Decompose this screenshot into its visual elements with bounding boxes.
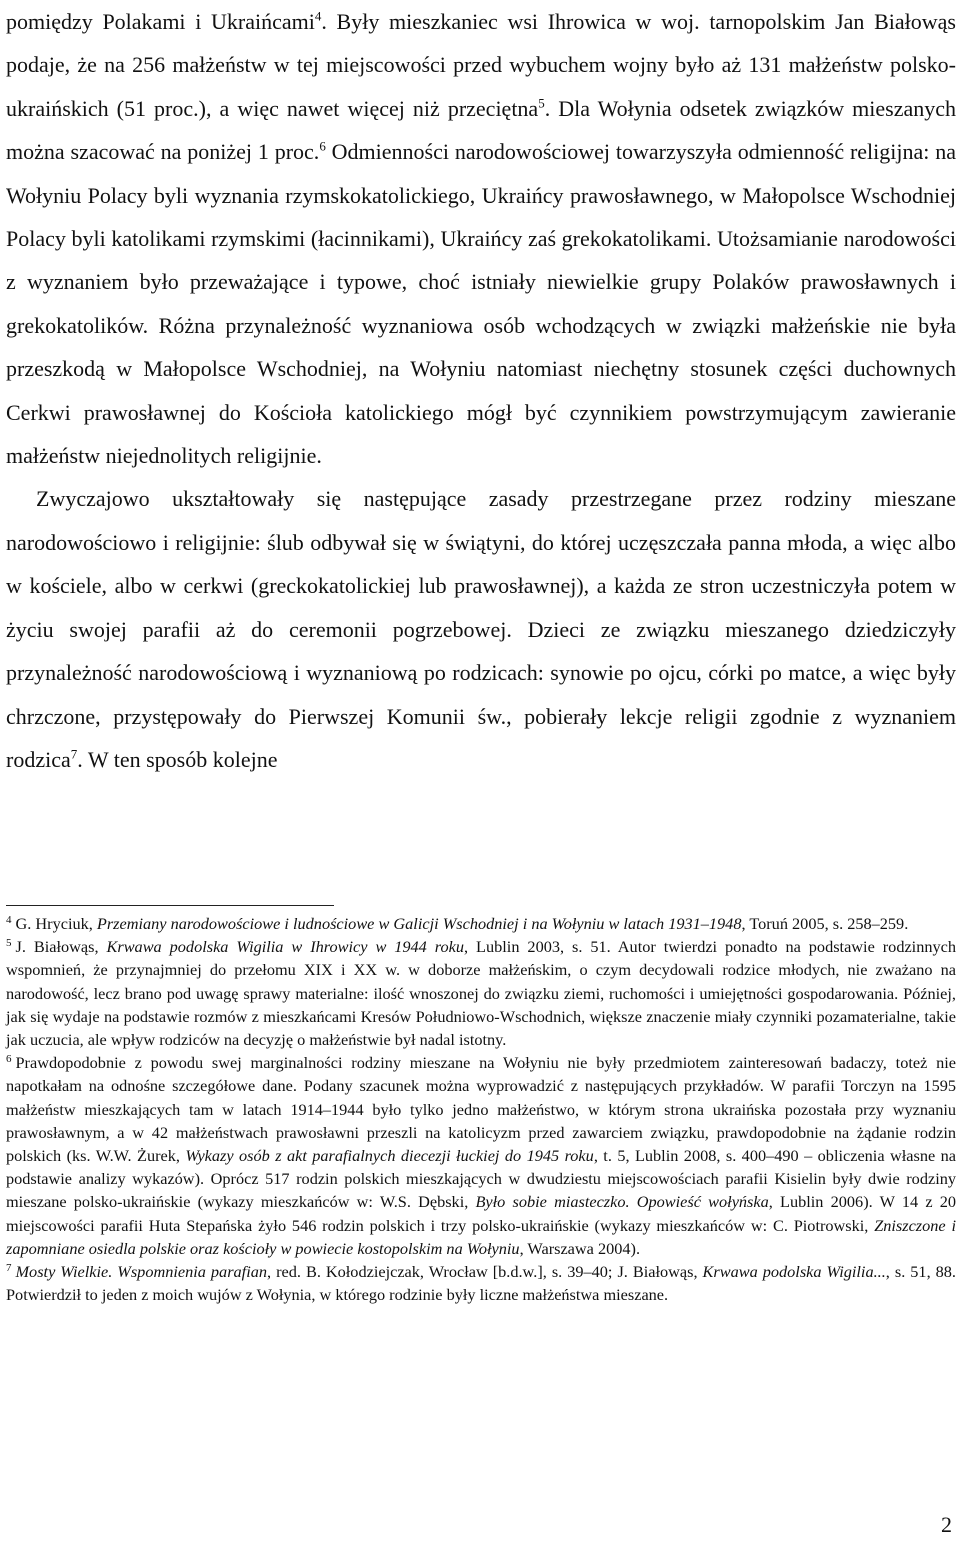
- page-number: 2: [941, 1512, 952, 1537]
- footnote-ref-4[interactable]: 4: [314, 8, 322, 24]
- footnote-4: $^4$ G. Hryciuk, Przemiany narodowościowe i ludnościowe w Galicji Wschodniej i na Wołyniu w latach 1931–1948, Toruń 2005, s. 258–259.: [6, 913, 909, 933]
- footnote-6: $^6$ Prawdopodobnie z powodu swej marginalności rodziny mieszane na Wołyniu nie były przedmiotem zainteresowań badaczy, toteż nie napotkałam na odnośne szczegółowe dane. Podany szacunek można wyprowadzić z następujących przykładów. W parafii Torczyn na 1595 małżeństw mieszkających tam w latach 1914–1944 było tylko jedno małżeństwo, w którym strona ukraińska pozostała przy wyznaniu prawosławnym, a w 42 małżeństwach prawosławni przeszli na katolicyzm przed zawarciem związku, prawdopodobnie na żądanie rodzin polskich (ks. W.W. Żurek, Wykazy osób z akt parafialnych diecezji łuckiej do 1945 roku, t. 5, Lublin 2008, s. 400–490 – obliczenia własne na podstawie analizy wykazów). Oprócz 517 rodzin polskich mieszkających w dwudziestu miejscowościach parafii Kisielin były dwie rodziny mieszane polsko-ukraińskie (wykazy mieszkańców w: W.S. Dębski, Było sobie miasteczko. Opowieść wołyńska, Lublin 2006). W 14 z 20 miejscowości parafii Huta Stepańska żyło 546 rodzin polskich i trzy polsko-ukraińskie (wykazy mieszkańców w: C. Piotrowski, Zniszczone i zapomniane osiedla polskie oraz kościoły w powiecie kostopolskim na Wołyniu, Warszawa 2004).: [6, 1052, 957, 1258]
- paragraph-1: pomiędzy Polakami i Ukraińcami$^4$. Były mieszkaniec wsi Ihrowica w woj. tarnopolskim Jan Białowąs podaje, że na 256 małżeństw w tej miejscowości przed wybuchem wojny było aż 131 małżeństw polsko-ukraińskich (51 proc.), a więc nawet więcej niż przeciętna$^5$. Dla Wołynia odsetek związków mieszanych można szacować na poniżej 1 proc.$^6$ Odmienności narodowościowej towarzyszyła odmienność religijna: na Wołyniu Polacy byli wyznania rzymskokatolickiego, Ukraińcy prawosławnego, w Małopolsce Wschodniej Polacy byli katolikami rzymskimi (łacinnikami), Ukraińcy zaś grekokatolikami. Utożsamianie narodowości z wyznaniem było przeważające i typowe, choć istniały niewielkie grupy Polaków prawosławnych i grekokatolików. Różna przynależność wyznaniowa osób wchodzących w związki małżeńskie nie była przeszkodą w Małopolsce Wschodniej, na Wołyniu natomiast niechętny stosunek części duchownych Cerkwi prawosławnej do Kościoła katolickiego mógł być czynnikiem powstrzymującym zawieranie małżeństw niejednolitych religijnie.: [6, 8, 956, 469]
- footnote-separator: [6, 905, 334, 906]
- footnote-7: $^7$ Mosty Wielkie. Wspomnienia parafian, red. B. Kołodziejczak, Wrocław [b.d.w.], s. 39–40; J. Białowąs, Krwawa podolska Wigilia..., s. 51, 88. Potwierdził to jeden z moich wujów z Wołynia, w którego rodzinie były liczne małżeństwa mieszane.: [6, 1261, 956, 1305]
- footnote-ref-7[interactable]: 7: [70, 746, 78, 762]
- footnote-ref-6[interactable]: 6: [319, 138, 326, 154]
- paragraph-2: Zwyczajowo ukształtowały się następujące zasady przestrzegane przez rodziny mieszane narodowościowo i religijnie: ślub odbywał się w świątyni, do której uczęszczała panna młoda, a więc albo w kościele, albo w cerkwi (greckokatolickiej lub prawosławnej), a każda ze stron uczestniczyła potem w życiu swojej parafii aż do ceremonii pogrzebowej. Dzieci ze związku mieszanego dziedziczyły przynależność narodowościową i wyznaniową po rodzicach: synowie po ojcu, córki po matce, a więc były chrzczone, przystępowały do Pierwszej Komunii św., pobierały lekcje religii zgodnie z wyznaniem rodzica$^7$. W ten sposób kolejne: [6, 486, 956, 772]
- footnote-ref-5[interactable]: 5: [538, 95, 545, 111]
- footnote-5: $^5$ J. Białowąs, Krwawa podolska Wigilia w Ihrowicy w 1944 roku, Lublin 2003, s. 51. Autor twierdzi ponadto na podstawie rodzinnych wspomnień, że przynajmniej do przełomu XIX i XX w. w doborze małżeńskim, o czym decydowali rodzice młodych, nie zważano na narodowość, lecz brano pod uwagę sprawy materialne: ilość wnoszonej do związku ziemi, ruchomości i umiejętności gospodarowania. Później, jak się wydaje na podstawie rozmów z mieszkańcami Kresów Południowo-Wschodnich, większe znaczenie miały czynniki pozamaterialne, takie jak uczucia, ale wpływ rodziców na decyzję o małżeństwie był nadal istotny.: [6, 936, 956, 1050]
- main-text: [6, 0, 956, 781]
- footnotes: [6, 912, 956, 1306]
